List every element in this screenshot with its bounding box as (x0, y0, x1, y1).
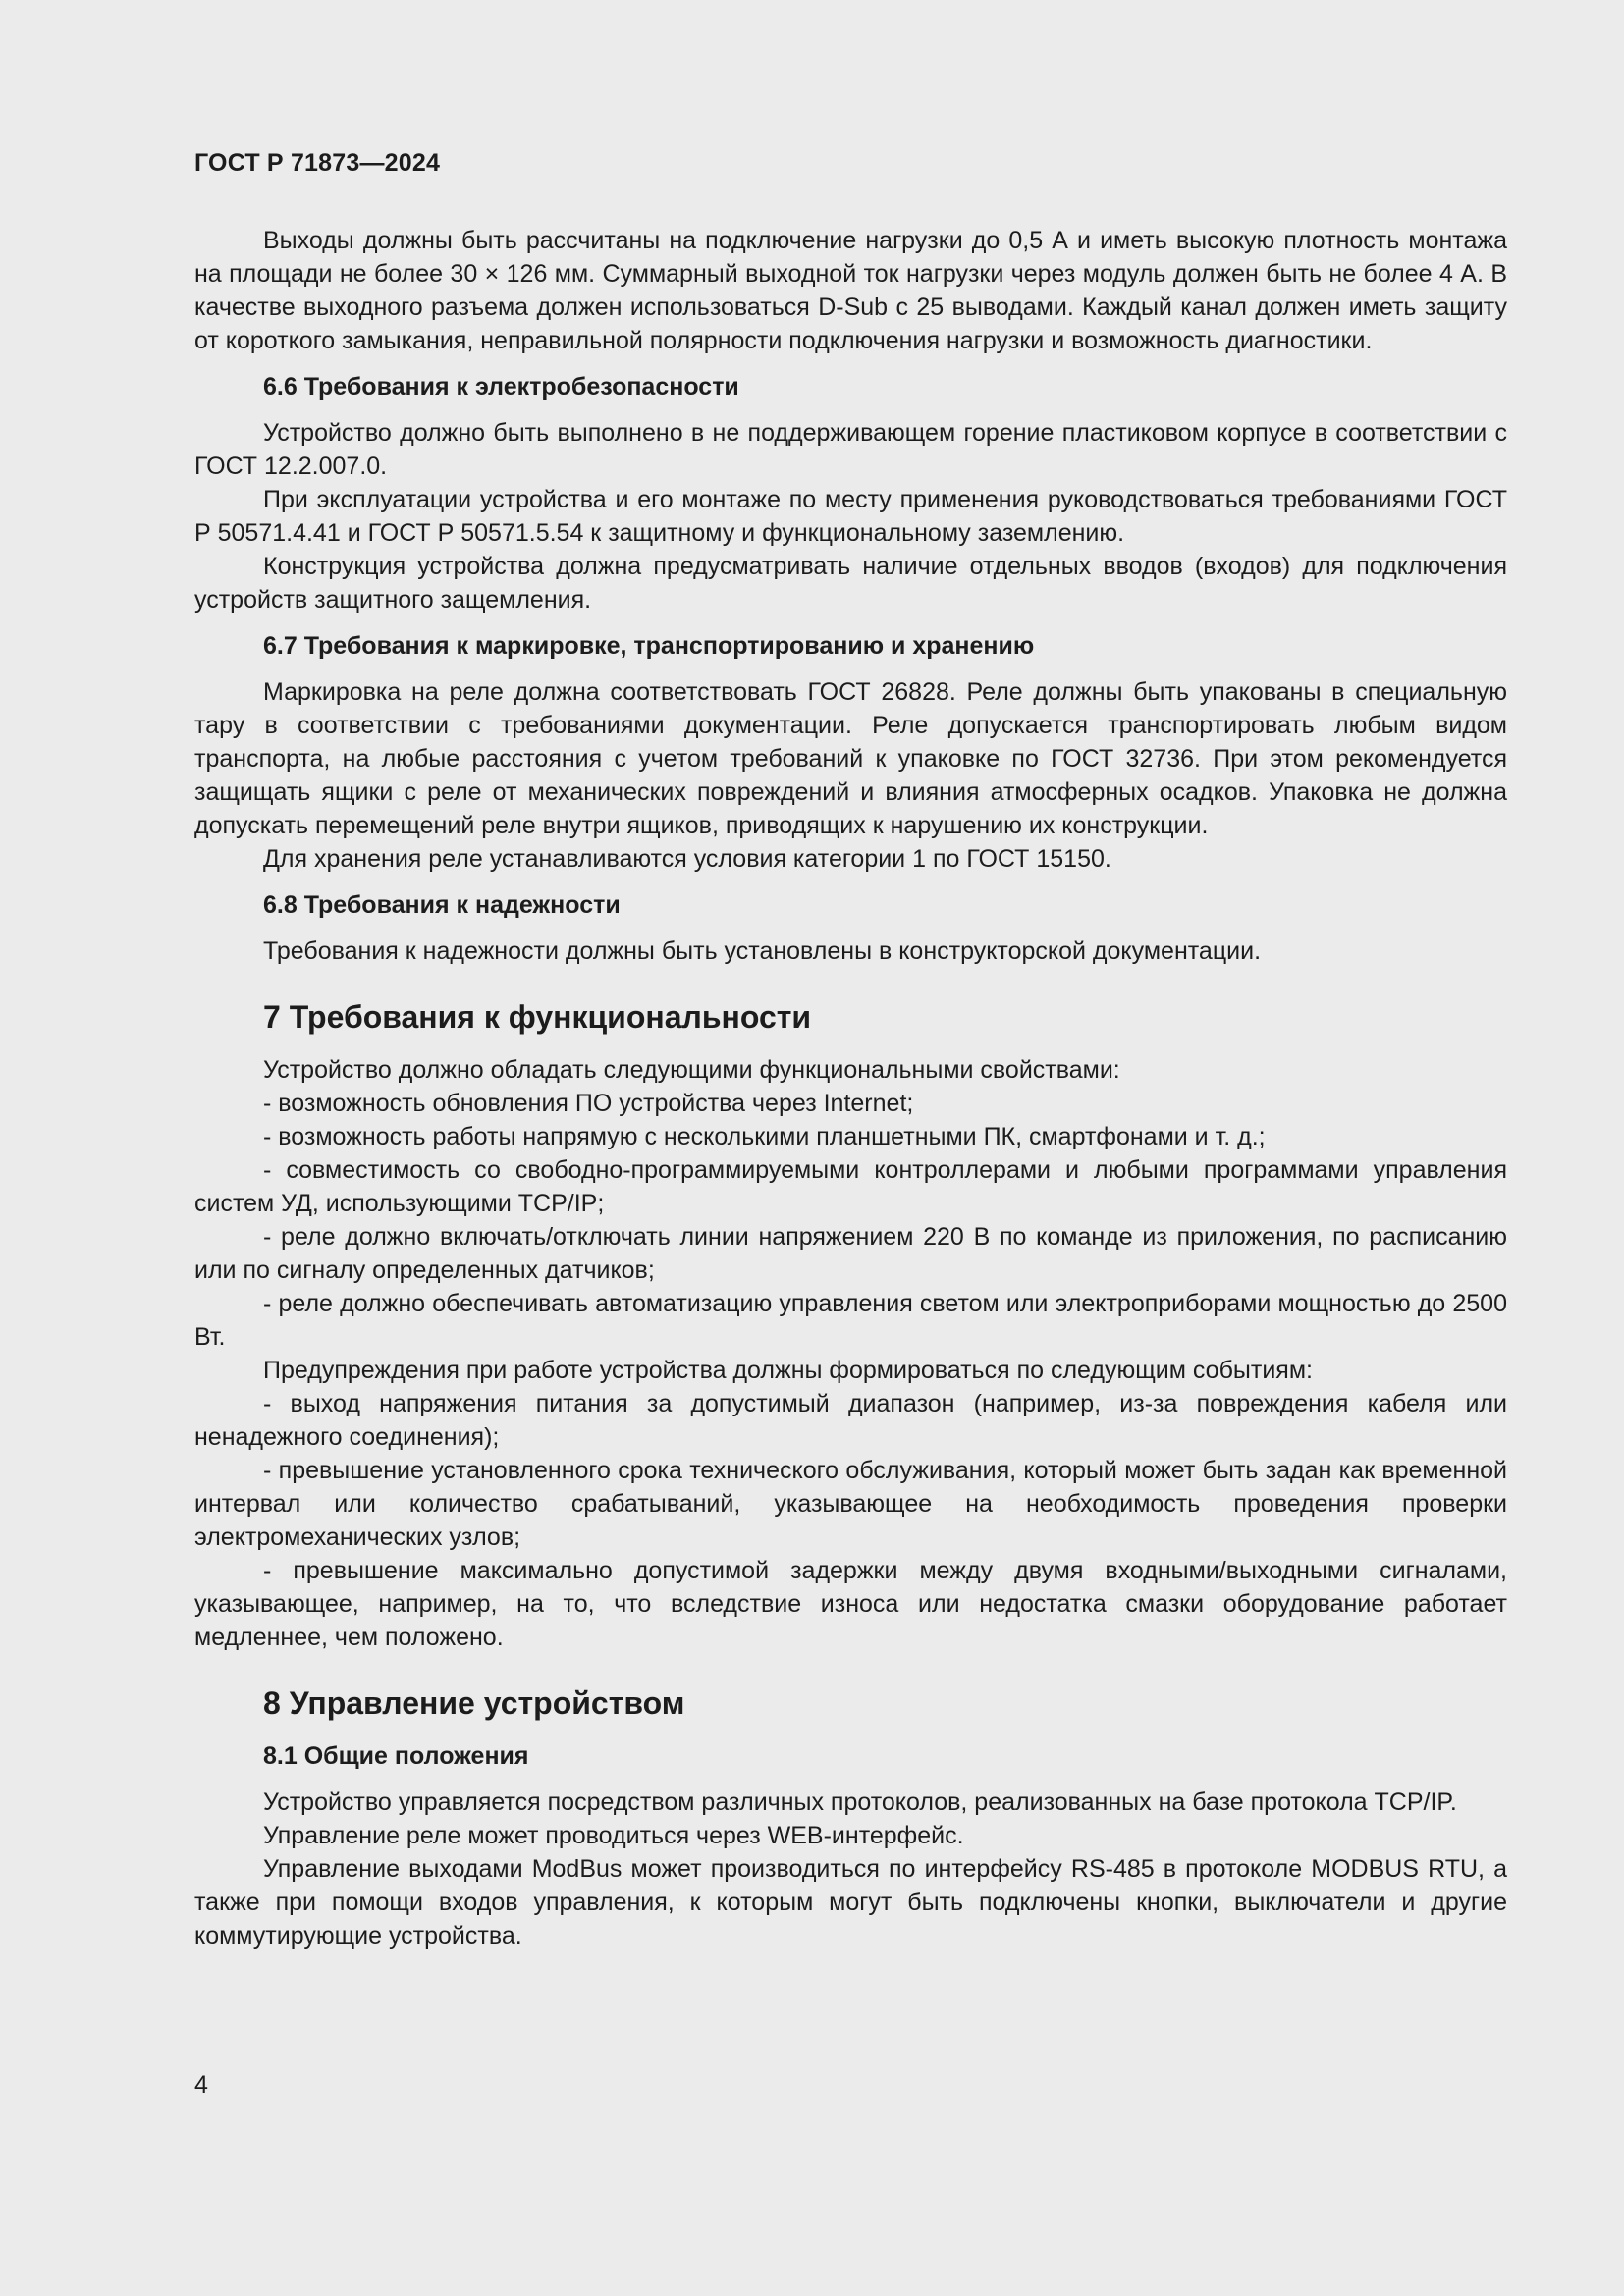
section-6-8-title: 6.8 Требования к надежности (263, 891, 621, 919)
section-6-6-paragraph-2: При эксплуатации устройства и его монтаже по месту применения руководствоваться требованиями ГОСТ Р 50571.4.41 и ГОСТ Р 50571.5.54 к защитному и функциональному заземлению. (194, 486, 1507, 547)
list-item: - реле должно обеспечивать автоматизацию управления светом или электроприборами мощностью до 2500 Вт. (194, 1290, 1507, 1351)
section-6-7-paragraph-1: Маркировка на реле должна соответствовать ГОСТ 26828. Реле должны быть упакованы в специальную тару в соответствии с требованиями документации. Реле допускается транспортировать любым видом транспорта, на любые расстояния с учетом требований к упаковке по ГОСТ 32736. При этом рекомендуется защищать ящики с реле от механических повреждений и влияния атмосферных осадков. Упаковка не должна допускать перемещений реле внутри ящиков, приводящих к нарушению их конструкции. (194, 678, 1507, 839)
document-page (194, 0, 1507, 2296)
list-item: - возможность обновления ПО устройства через Internet; (263, 1090, 914, 1117)
section-8-1-paragraph-2: Управление реле может проводиться через WEB-интерфейс. (263, 1822, 964, 1849)
list-item: - совместимость со свободно-программируемыми контроллерами и любыми программами управления систем УД, использующими TCP/IP; (194, 1156, 1507, 1217)
section-8-1-paragraph-3: Управление выходами ModBus может производиться по интерфейсу RS-485 в протоколе MODBUS RTU, а также при помощи входов управления, к которым могут быть подключены кнопки, выключатели и другие коммутирующие устройства. (194, 1855, 1507, 1949)
list-item: - превышение установленного срока технического обслуживания, который может быть задан как временной интервал или количество срабатываний, указывающее на необходимость проведения проверки электромеханических узлов; (194, 1457, 1507, 1551)
section-6-6-paragraph-3: Конструкция устройства должна предусматривать наличие отдельных вводов (входов) для подключения устройств защитного защемления. (194, 553, 1507, 614)
list-item: - выход напряжения питания за допустимый диапазон (например, из-за повреждения кабеля или ненадежного соединения); (194, 1390, 1507, 1451)
page-number: 4 (194, 2071, 208, 2099)
section-7-intro: Устройство должно обладать следующими функциональными свойствами: (263, 1056, 1120, 1084)
section-8-1-title: 8.1 Общие положения (263, 1742, 529, 1770)
list-item: - превышение максимально допустимой задержки между двумя входными/выходными сигналами, указывающее, например, на то, что вследствие износа или недостатка смазки оборудование работает медленнее, чем положено. (194, 1557, 1507, 1651)
list-item: - реле должно включать/отключать линии напряжением 220 В по команде из приложения, по расписанию или по сигналу определенных датчиков; (194, 1223, 1507, 1284)
section-8-1-paragraph-1: Устройство управляется посредством различных протоколов, реализованных на базе протокола TCP/IP. (263, 1789, 1457, 1816)
list-item: - возможность работы напрямую с несколькими планшетными ПК, смартфонами и т. д.; (263, 1123, 1266, 1150)
document-header: ГОСТ Р 71873—2024 (194, 149, 441, 177)
section-6-7-paragraph-2: Для хранения реле устанавливаются условия категории 1 по ГОСТ 15150. (263, 845, 1111, 873)
document-body (194, 224, 1507, 1952)
section-7-warnings-intro: Предупреждения при работе устройства должны формироваться по следующим событиям: (263, 1357, 1313, 1384)
section-6-7-title: 6.7 Требования к маркировке, транспортированию и хранению (263, 632, 1035, 660)
section-6-6-paragraph-1: Устройство должно быть выполнено в не поддерживающем горение пластиковом корпусе в соответствии с ГОСТ 12.2.007.0. (194, 419, 1507, 480)
intro-paragraph: Выходы должны быть рассчитаны на подключение нагрузки до 0,5 А и иметь высокую плотность монтажа на площади не более 30 × 126 мм. Суммарный выходной ток нагрузки через модуль должен быть не более 4 А. В качестве выходного разъема должен использоваться D-Sub с 25 выводами. Каждый канал должен иметь защиту от короткого замыкания, неправильной полярности подключения нагрузки и возможность диагностики. (194, 227, 1507, 354)
section-6-6-title: 6.6 Требования к электробезопасности (263, 373, 739, 400)
section-7-title: 7 Требования к функциональности (263, 999, 812, 1035)
section-8-title: 8 Управление устройством (263, 1685, 685, 1721)
section-6-8-paragraph-1: Требования к надежности должны быть установлены в конструкторской документации. (263, 937, 1262, 965)
